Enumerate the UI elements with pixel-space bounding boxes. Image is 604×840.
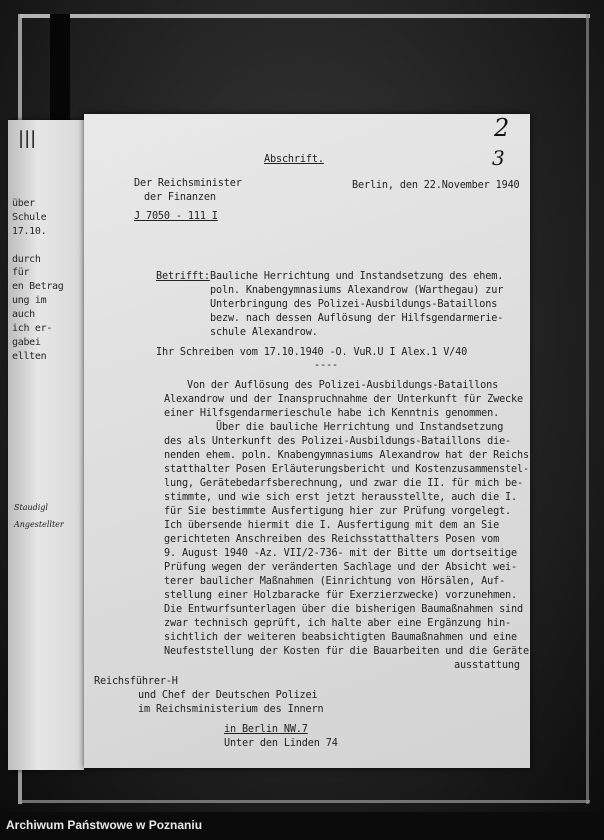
recipient-line: im Reichsministerium des Innern	[138, 704, 324, 715]
body-line: terer baulicher Maßnahmen (Einrichtung von Hörsälen, Auf-	[164, 576, 506, 587]
back-page-line: Schule	[12, 212, 47, 223]
document-date: Berlin, den 22.November 1940	[352, 180, 520, 191]
separator: ----	[314, 360, 338, 371]
back-page-line: ich er-	[12, 323, 53, 334]
body-line: statthalter Posen Erläuterungsbericht und Kostenzusammenstel-	[164, 464, 529, 475]
handwritten-number: 2	[494, 114, 510, 142]
recipient-line: in Berlin NW.7	[224, 724, 308, 735]
stamp-text: Angestellter	[14, 520, 64, 529]
body-line: 9. August 1940 -Az. VII/2-736- mit der Bitte um dortseitige	[164, 548, 518, 559]
body-line: Alexandrow und der Inanspruchnahme der Unterkunft für Zwecke	[164, 394, 524, 405]
body-line: Neufeststellung der Kosten für die Bauarbeiten und die Geräte-	[164, 646, 535, 657]
archive-name: Archiwum Państwowe w Poznaniu	[6, 818, 203, 832]
your-letter-reference: Ihr Schreiben vom 17.10.1940 -O. VuR.U I Alex.1 V/40	[156, 347, 468, 358]
body-line: sichtlich der weiteren beabsichtigten Baumaßnahmen und eine	[164, 632, 518, 643]
stamp-text: Staudigl	[14, 503, 48, 512]
body-line: gerichteten Anschreiben des Reichsstatthalters Posen vom	[164, 534, 500, 545]
body-line: Ich übersende hiermit die I. Ausfertigung mit dem an Sie	[164, 520, 500, 531]
sender-line: der Finanzen	[144, 192, 216, 203]
back-page-line: über	[12, 198, 35, 209]
subject-line: schule Alexandrow.	[210, 327, 318, 338]
body-line: nenden ehem. poln. Knabengymnasiums Alexandrow hat der Reichs-	[164, 450, 535, 461]
back-page-line: gabei	[12, 337, 41, 348]
handwritten-mark: |||	[18, 128, 37, 149]
body-line: Von der Auflösung des Polizei-Ausbildungs-Bataillons	[187, 380, 499, 391]
body-line: einer Hilfsgendarmerieschule habe ich Kenntnis genommen.	[164, 408, 500, 419]
body-line: lung, Gerätebedarfsberechnung, und zwar die II. für mich be-	[164, 478, 524, 489]
subject-line: Unterbringung des Polizei-Ausbildungs-Bataillons	[210, 299, 498, 310]
film-edge-right	[586, 14, 589, 804]
back-page-line: ellten	[12, 351, 47, 362]
body-line: für Sie bestimmte Ausfertigung hier zur Prüfung vorgelegt.	[164, 506, 512, 517]
subject-line: bezw. nach dessen Auflösung der Hilfsgendarmerie-	[210, 313, 504, 324]
body-line: Prüfung wegen der veränderten Sachlage und der Absicht wei-	[164, 562, 518, 573]
back-page-line: en Betrag	[12, 281, 64, 292]
subject-line: Bauliche Herrichtung und Instandsetzung des ehem.	[210, 271, 504, 282]
body-line: zwar technisch geprüft, ich halte aber eine Ergänzung hin-	[164, 618, 512, 629]
document-title: Abschrift.	[264, 154, 324, 165]
body-line: Die Entwurfsunterlagen über die bisherigen Baumaßnahmen sind	[164, 604, 524, 615]
continuation-word: ausstattung	[454, 660, 520, 671]
body-line: stimmte, und wie sich erst jetzt herausstellte, auch die I.	[164, 492, 518, 503]
body-line: stellung einer Holzbaracke für Exerzierzwecke) vorzunehmen.	[164, 590, 518, 601]
back-page-line: durch	[12, 254, 41, 265]
film-edge-top	[20, 14, 590, 18]
subject-label: Betrifft:	[156, 271, 210, 282]
sender-line: Der Reichsminister	[134, 178, 242, 189]
handwritten-number: 3	[492, 146, 505, 170]
reference-number: J 7050 - 111 I	[134, 211, 218, 222]
recipient-line: Reichsführer-H	[94, 676, 178, 687]
back-page-line: für	[12, 267, 30, 278]
back-page-line: ung im	[12, 295, 47, 306]
film-dark-stripe	[50, 14, 70, 124]
body-line: Über die bauliche Herrichtung und Instandsetzung	[216, 422, 504, 433]
body-line: des als Unterkunft des Polizei-Ausbildungs-Bataillons die-	[164, 436, 512, 447]
film-edge-bottom	[20, 800, 590, 803]
document-page	[84, 114, 535, 768]
underlying-page	[8, 120, 84, 770]
back-page-line: auch	[12, 309, 35, 320]
recipient-line: Unter den Linden 74	[224, 738, 338, 749]
recipient-line: und Chef der Deutschen Polizei	[138, 690, 318, 701]
subject-line: poln. Knabengymnasiums Alexandrow (Warthegau) zur	[210, 285, 504, 296]
back-page-line: 17.10.	[12, 226, 47, 237]
